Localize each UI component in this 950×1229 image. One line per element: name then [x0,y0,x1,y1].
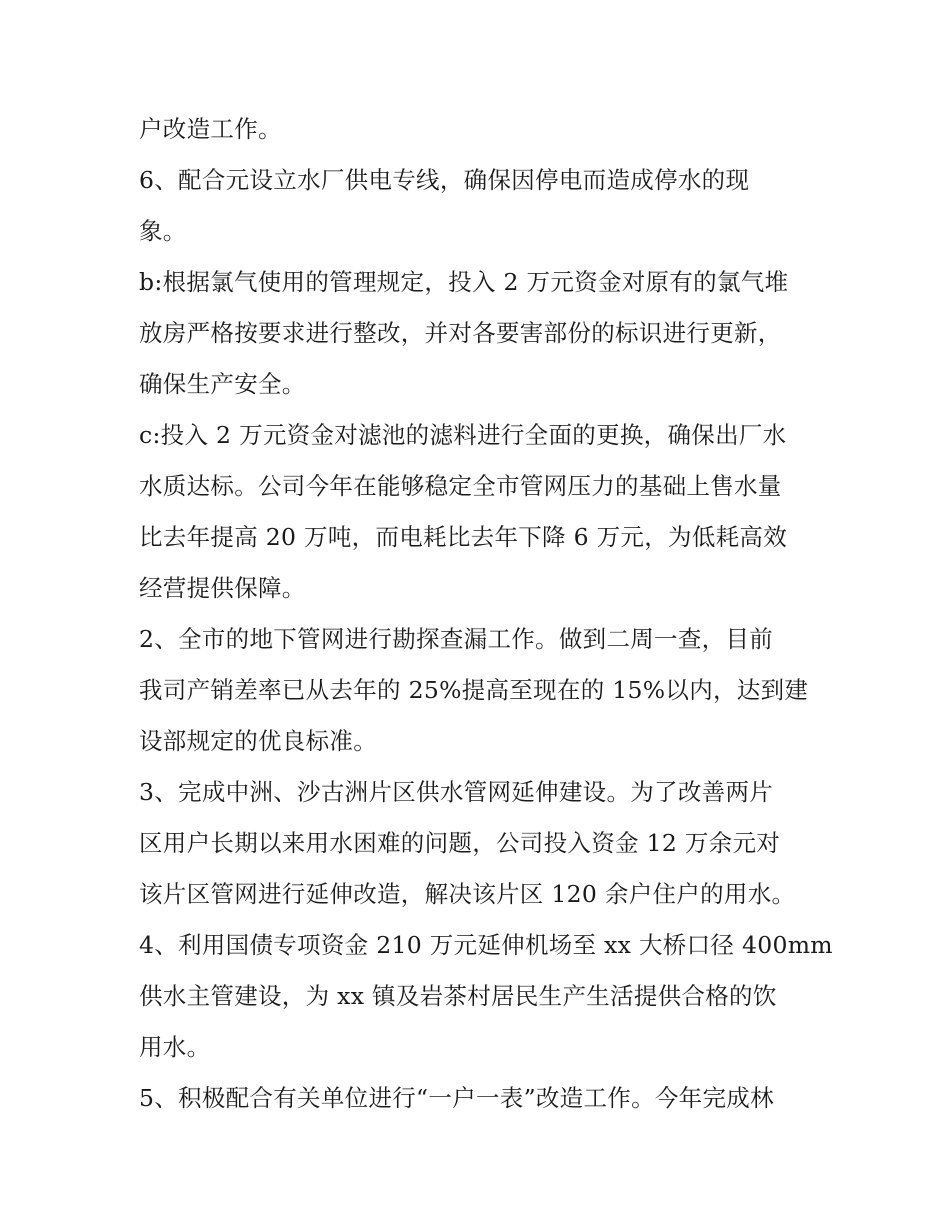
text-line: 确保生产安全。 [139,370,306,398]
text-line: 我司产销差率已从去年的 25%提高至现在的 15%以内，达到建 [139,676,809,704]
text-line: 经营提供保障。 [139,574,306,602]
text-line: 水质达标。公司今年在能够稳定全市管网压力的基础上售水量 [139,472,782,500]
text-line: 供水主管建设，为 xx 镇及岩茶村居民生产生活提供合格的饮 [139,982,777,1010]
text-line: 户改造工作。 [139,115,282,143]
text-line: 3、完成中洲、沙古洲片区供水管网延伸建设。为了改善两片 [139,778,774,806]
text-line: 6、配合元设立水厂供电专线，确保因停电而造成停水的现 [139,166,750,194]
text-line: 2、全市的地下管网进行勘探查漏工作。做到二周一查，目前 [139,625,774,653]
text-line: 区用户长期以来用水困难的问题，公司投入资金 12 万余元对 [139,829,781,857]
text-line: 5、积极配合有关单位进行“一户一表”改造工作。今年完成林 [139,1084,774,1112]
text-line: 用水。 [139,1033,211,1061]
text-line: 放房严格按要求进行整改，并对各要害部份的标识进行更新， [139,319,782,347]
text-line: 设部规定的优良标准。 [139,727,377,755]
text-line: 象。 [139,217,187,245]
text-line: c:投入 2 万元资金对滤池的滤料进行全面的更换，确保出厂水 [139,421,787,449]
document-body [139,104,833,1124]
text-line: 比去年提高 20 万吨，而电耗比去年下降 6 万元，为低耗高效 [139,523,788,551]
text-line: 该片区管网进行延伸改造，解决该片区 120 余户住户的用水。 [139,880,796,908]
text-line: 4、利用国债专项资金 210 万元延伸机场至 xx 大桥口径 400mm [139,931,833,959]
text-line: b:根据氯气使用的管理规定，投入 2 万元资金对原有的氯气堆 [139,268,789,296]
